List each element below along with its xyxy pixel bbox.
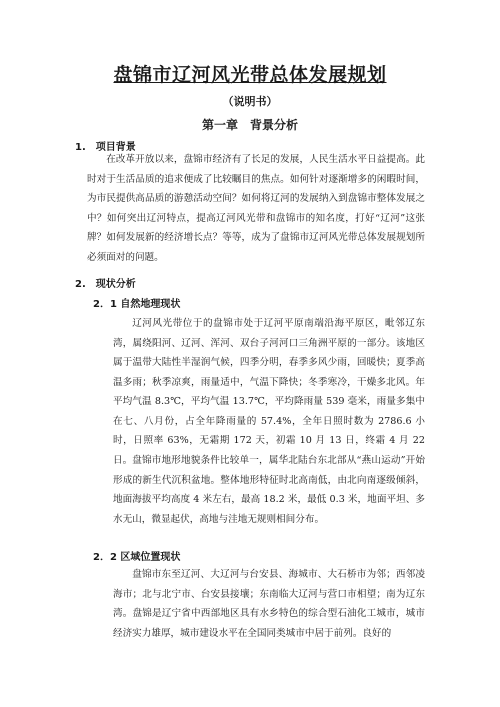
section-heading-status-analysis: 2. 现状分析 xyxy=(75,279,136,290)
chapter-heading: 第一章 背景分析 xyxy=(201,118,298,132)
section-heading-project-background: 1. 项目背景 xyxy=(75,142,136,153)
paragraph-natural-geography-climate: 辽河风光带位于的盘锦市处于辽河平原南端沿海平原区，毗邻辽东湾，属绕阳河、辽河、浑河、双台子河河口三角洲平原的一部分。该地区属于温带大陆性半湿润气候，四季分明，春季多风少雨，回暖快；夏季高温多雨；秋季凉爽，雨量适中，气温下降快；冬季寒冷，干燥多北风。年平均气温 8.3℃，平均气温 13.7℃，平均降雨量 539 毫米，雨量多集中在七、八月份，占全年降雨量的 57.4%，全年日照时数为 2786.6 小时，日照率 63%，无霜期 172 天，初霜 10 月 13 日，终霜 4 月 22 日。 xyxy=(113,318,425,466)
paragraph-natural-geography-terrain: 盘锦市地形地貌条件比较单一，属华北陆台东北部从“燕山运动”开始形成的新生代沉积盆地。整体地形特征时北高南低，由北向南逐级倾斜，地面海拔平均高度 4 米左右，最高 18.2 米，最低 0.3 米，地面平坦、多水无山，微显起伏，高地与洼地无规则相间分布。 xyxy=(113,455,425,525)
document-title: 盘锦市辽河风光带总体发展规划 xyxy=(113,64,387,86)
document-subtitle: （说明书） xyxy=(222,95,278,108)
subsection-heading-regional-location: 2．2 区域位置现状 xyxy=(93,552,181,563)
paragraph-project-background: 在改革开放以来，盘锦市经济有了长足的发展，人民生活水平日益提高。此时对于生活品质的追求便成了比较瞩目的焦点。如何针对逐渐增多的闲暇时间，为市民提供高品质的游憩活动空间？如何将辽河的发展纳入到盘锦市整体发展之中？如何突出辽河特点，提高辽河风光带和盘锦市的知名度，打好“辽河”这张牌？如何发展新的经济增长点？等等，成为了盘锦市辽河风光带总体发展规划所必须面对的问题。 xyxy=(87,154,425,263)
subsection-heading-natural-geography: 2．1 自然地理现状 xyxy=(93,299,181,310)
paragraph-regional-location: 盘锦市东至辽河、大辽河与台安县、海城市、大石桥市为邻；西邻凌海市；北与北宁市、台安县接壤；东南临大辽河与营口市相望；南为辽东湾。盘锦是辽宁省中西部地区具有水乡特色的综合型石油化工城市，城市经济实力雄厚，城市建设水平在全国同类城市中居于前列。良好的 xyxy=(113,569,425,639)
